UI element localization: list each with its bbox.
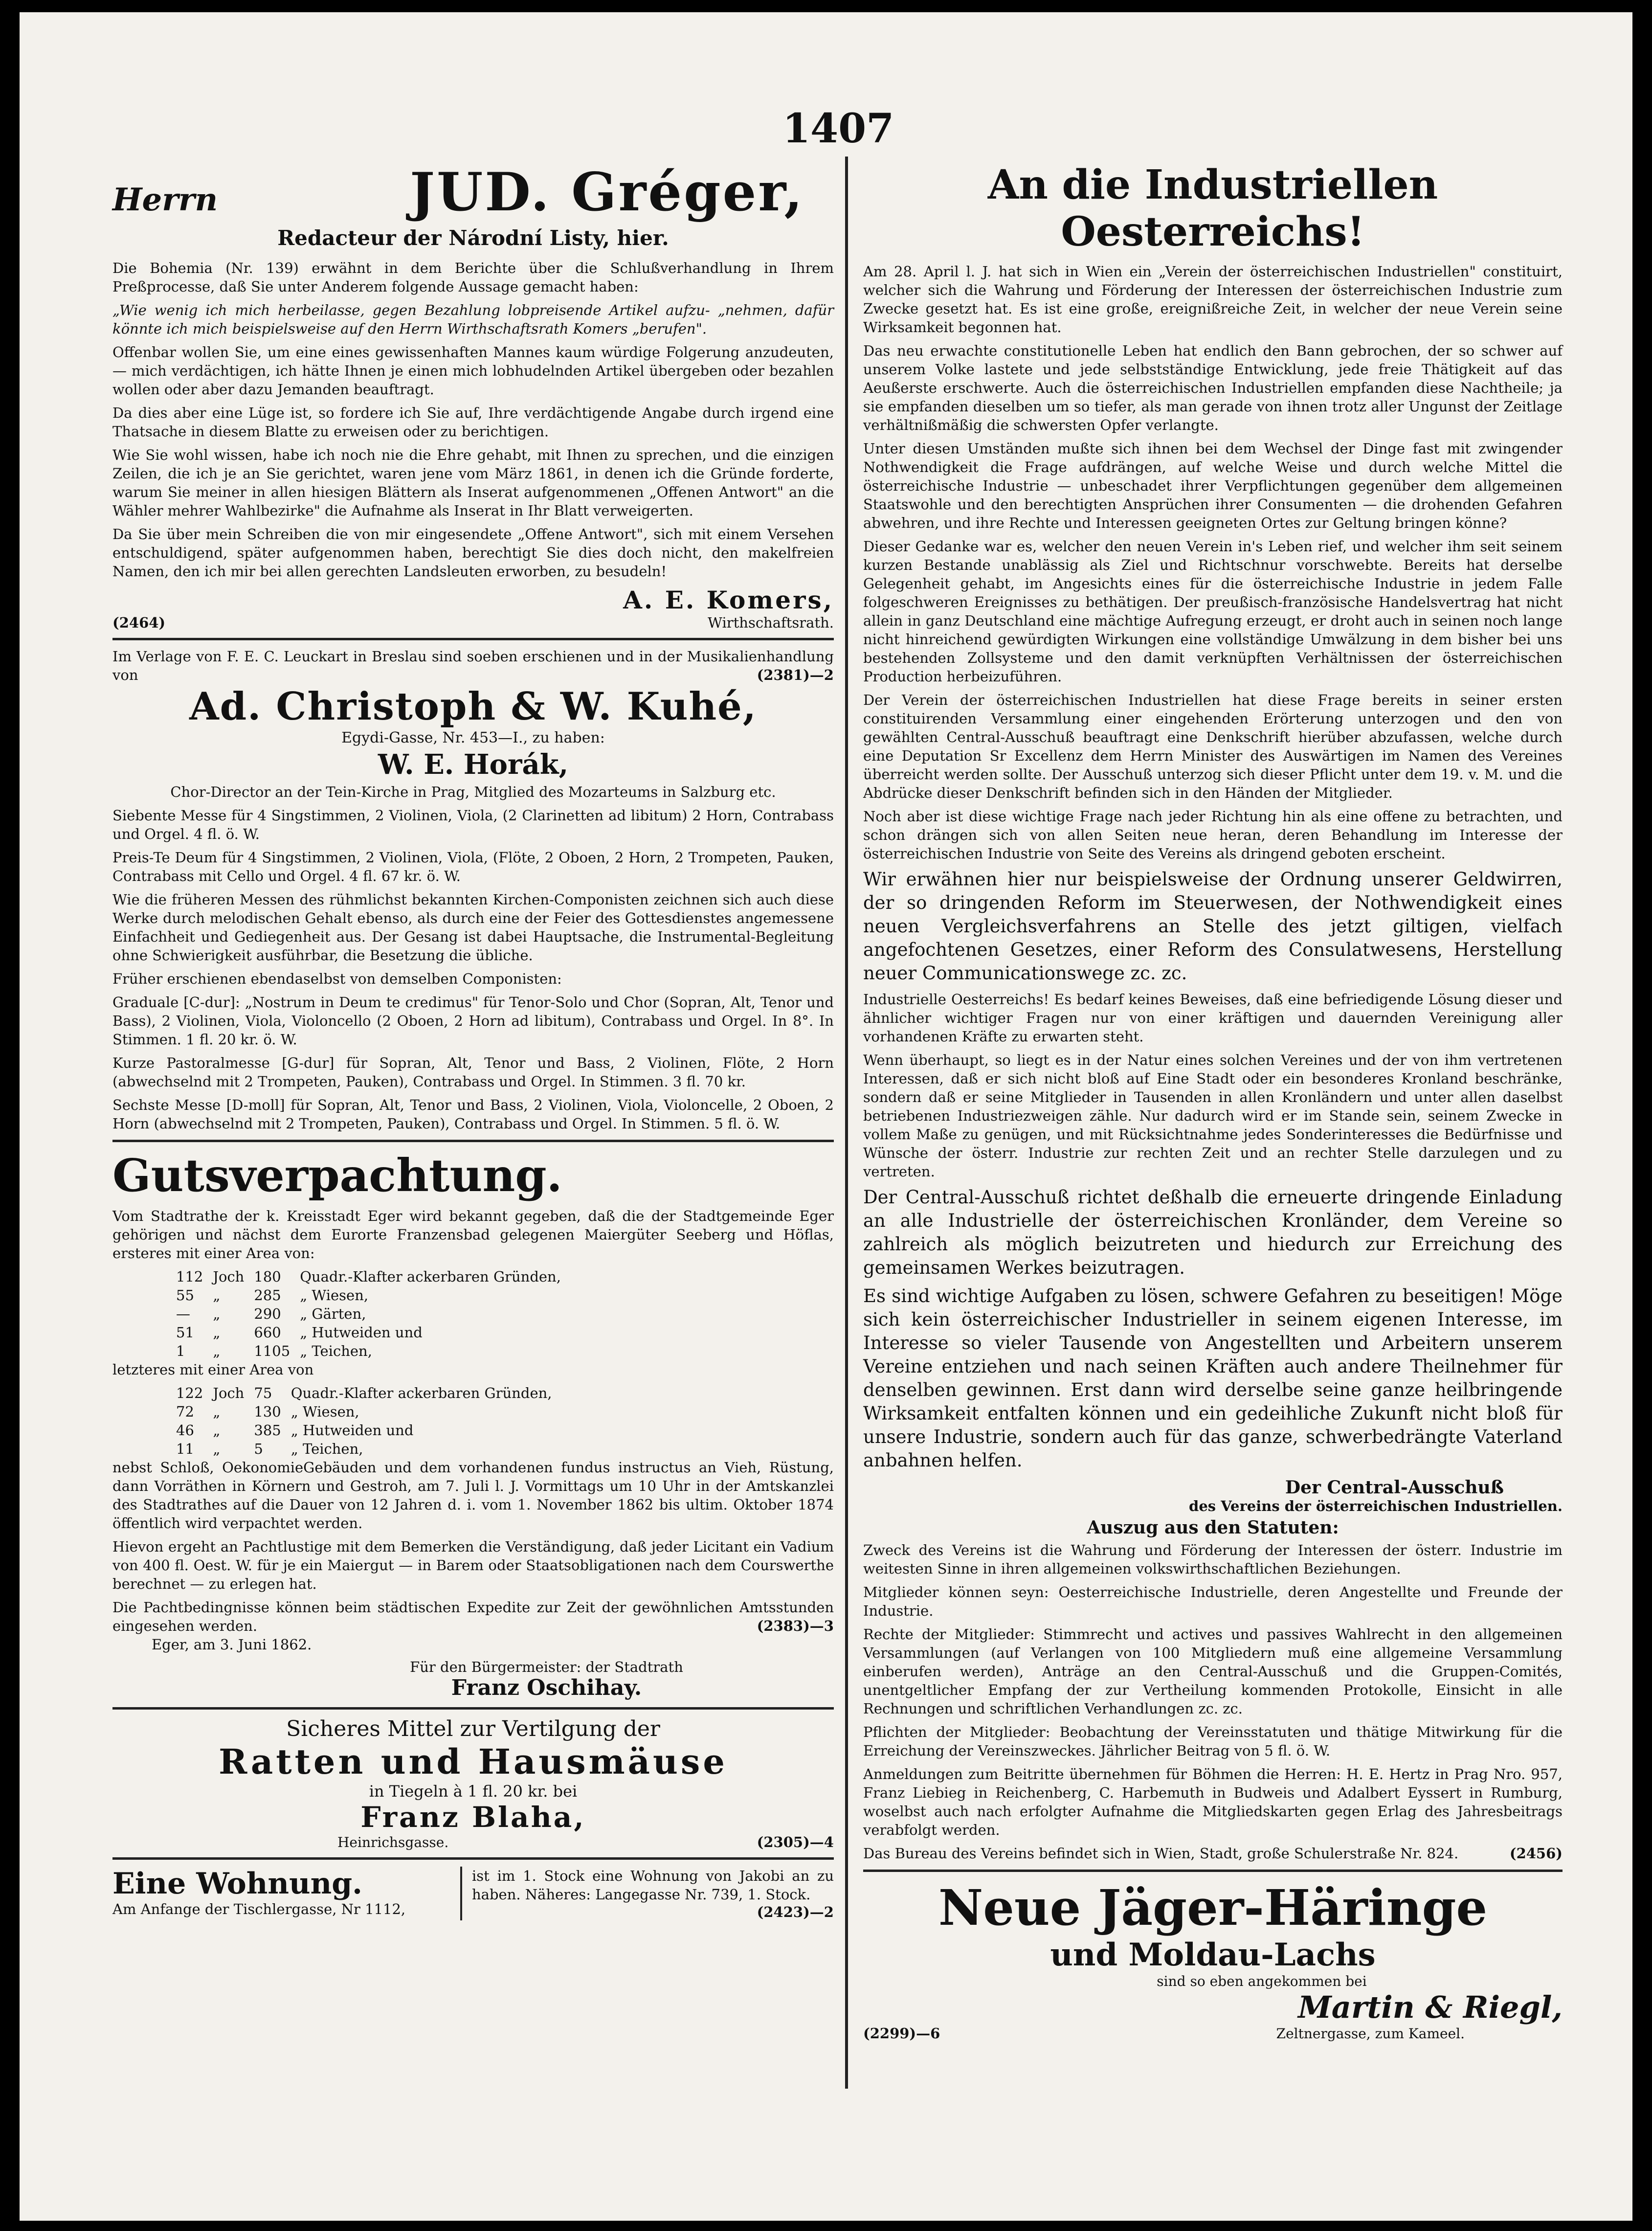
ad-headline: Ratten und Hausmäuse: [219, 1741, 728, 1782]
paragraph: Die Bohemia (Nr. 139) erwähnt in dem Berichte über die Schlußverhandlung in Ihrem Preßprocesse, daß Sie unter Anderem folgende Aussage gemacht haben:: [112, 260, 834, 295]
music-shop-name: Ad. Christoph & W. Kuhé,: [189, 684, 757, 729]
ad-reference: (2381)—2: [757, 667, 834, 683]
ad-reference: (2456): [1509, 1845, 1563, 1862]
paragraph: nebst Schloß, OekonomieGebäuden und dem vorhandenen fundus instructus an Vieh, Rüstung, dann Vorräthen in Körnern und Gestroh, am 7. Juli l. J. Vormittags um 10 Uhr in der Amtskanzlei des Stadtrathes auf die Dauer von 12 Jahren d. i. vom 1. November 1862 bis ultim. Oktober 1874 öffentlich wird verpachtet werden.: [112, 1459, 834, 1532]
ad-reference: (2423)—2: [757, 1904, 834, 1920]
table-row: 1 „ 1105 „ Teichen,: [176, 1343, 372, 1359]
statute: Anmeldungen zum Beitritte übernehmen für Böhmen die Herren: H. E. Hertz in Prag Nro. 957, Franz Liebieg in Reichenberg, C. Harbemuth in Budweis und Adalbert Eyssert in Rumburg, woselbst auch nach erfolgter Aufnahme die Mitgliedskarten gegen Erlag des Jahresbeitrags verabfolgt werden.: [863, 1766, 1563, 1838]
addressee-subtitle: Redacteur der Národní Listy, hier.: [277, 226, 669, 250]
signer: Der Central-Ausschuß: [1285, 1477, 1504, 1498]
seller-name: Franz Blaha,: [360, 1801, 586, 1834]
paragraph: Am 28. April l. J. hat sich in Wien ein „Verein der österreichischen Industriellen" constituirt, welcher sich die Wahrung und Förderung der Interessen der österreichischen Industrie zum Zwecke gesetzt hat. Es ist eine große, ereignißreiche Zeit, in welcher der neue Verein seine Wirksamkeit begonnen hat.: [863, 263, 1563, 336]
table-row: 46 „ 385 „ Hutweiden und: [176, 1422, 414, 1439]
work-item: Siebente Messe für 4 Singstimmen, 2 Violinen, Viola, (2 Clarinetten ad libitum) 2 Horn, Contrabass und Orgel. 4 fl. ö. W.: [112, 807, 834, 842]
address: Am Anfange der Tischlergasse, Nr 1112,: [112, 1901, 406, 1917]
separator: [112, 1140, 834, 1142]
for-mayor: Für den Bürgermeister: der Stadtrath: [410, 1659, 683, 1675]
table-row: 11 „ 5 „ Teichen,: [176, 1441, 363, 1457]
statute: Mitglieder können seyn: Oesterreichische Industrielle, deren Angestellte und Freunde der Industrie.: [863, 1584, 1563, 1619]
paragraph: Da Sie über mein Schreiben die von mir eingesendete „Offene Antwort", sich mit einem Versehen entschuldigend, später aufgenommen haben, berechtigt Sie dies doch nicht, den makelfreien Namen, den ich mir bei allen gerechten Landsleuten erworben, zu besudeln!: [112, 526, 834, 580]
ad-komers: [112, 161, 834, 631]
quotation: „Wie wenig ich mich herbeilasse, gegen Bezahlung lobpreisende Artikel aufzu- „nehmen, dafür könnte ich mich beispielsweise auf den Herrn Wirthschaftsrath Komers „berufen".: [112, 302, 834, 337]
ad-title: Eine Wohnung.: [112, 1867, 363, 1901]
shop-address: Egydi-Gasse, Nr. 453—I., zu haben:: [341, 729, 605, 746]
right-column: [863, 161, 1563, 2042]
ad-haeringe: [863, 1879, 1563, 2042]
separator: [863, 1870, 1563, 1872]
seller-name: Martin & Riegl,: [1298, 1989, 1563, 2025]
ad-wohnung: [112, 1867, 834, 1920]
salutation: Herrn: [112, 181, 218, 218]
signature: A. E. Komers,: [623, 586, 834, 614]
paragraph: Da dies aber eine Lüge ist, so fordere ich Sie auf, Ihre verdächtigende Angabe durch irgend eine Thatsache in diesem Blatte zu erweisen oder zu berichtigen.: [112, 405, 834, 440]
ad-horak: [112, 647, 834, 1133]
place-date: Eger, am 3. Juni 1862.: [152, 1636, 312, 1653]
table-row: 112 Joch 180 Quadr.-Klafter ackerbaren Gründen,: [176, 1268, 561, 1285]
paragraph: Der Verein der österreichischen Industriellen hat diese Frage bereits in seiner ersten constituirenden Versammlung einer eingehenden Erörterung unterzogen und den von gewählten Central-Ausschuß beauftragt eine Denkschrift hierüber abzufassen, welche durch eine Deputation Sr Excellenz dem Herrn Minister des Auswärtigen im Namen des Vereines überreicht werden sollte. Der Ausschuß unterzog sich dieser Pflicht unter dem 19. v. M. und die Abdrücke dieser Denkschrift befinden sich in den Händen der Mitglieder.: [863, 692, 1563, 801]
statute: Rechte der Mitglieder: Stimmrecht und actives und passives Wahlrecht in den allgemeinen Versammlungen (auf Verlangen von 100 Mitgliedern muß eine allgemeine Versammlung einberufen werden), Anträge an den Central-Ausschuß und die Gruppen-Comités, unentgeltlicher Empfang der zur Vertheilung kommenden Protokolle, Einsicht in alle Rechnungen und schriftlichen Verhandlungen zc. zc.: [863, 1626, 1563, 1717]
ad-reference: (2299)—6: [863, 2025, 940, 2042]
separator: [112, 638, 834, 640]
table-row: 55 „ 285 „ Wiesen,: [176, 1287, 369, 1304]
ad-line: in Tiegeln à 1 fl. 20 kr. bei: [369, 1782, 578, 1801]
paragraph: Die Pachtbedingnisse können beim städtischen Expedite zur Zeit der gewöhnlichen Amtsstunden eingesehen werden. (2383)—3: [112, 1599, 834, 1634]
separator: [112, 1857, 834, 1860]
composer-title: Chor-Director an der Tein-Kirche in Prag, Mitglied des Mozarteums in Salzburg etc.: [170, 784, 776, 800]
paragraph: Industrielle Oesterreichs! Es bedarf keines Beweises, daß eine befriedigende Lösung dieser und ähnlicher wichtiger Fragen nur von einer kräftigen und dauernden Vereinigung aller vorhandenen Kräfte zu erwarten steht.: [863, 991, 1563, 1045]
paragraph: Noch aber ist diese wichtige Frage nach jeder Richtung hin als eine offene zu betrachten, und schon drängen sich von allen Seiten neue heran, deren Behandlung im Interesse der österreichischen Industrie von Seite des Vereins als dringend geboten erscheint.: [863, 808, 1563, 862]
separator: [112, 1707, 834, 1710]
table-row: — „ 290 „ Gärten,: [176, 1306, 366, 1322]
ad-reference: (2383)—3: [757, 1618, 834, 1634]
signer-org: des Vereins der österreichischen Industriellen.: [1189, 1498, 1563, 1514]
paragraph: Der Central-Ausschuß richtet deßhalb die erneuerte dringende Einladung an alle Industrielle der österreichischen Kronländer, dem Vereine so zahlreich als möglich beizutreten und hiedurch zur Erreichung des gemeinsamen Werkes beizutragen.: [863, 1187, 1563, 1278]
paragraph: Wie die früheren Messen des rühmlichst bekannten Kirchen-Componisten zeichnen sich auch diese Werke durch melodischen Gehalt ebenso, als durch eine der Feier des Gottesdienstes angemessene Einfachheit und Gediegenheit aus. Der Gesang ist dabei Hauptsache, die Instrumental-Begleitung ohne Schwierigkeit ausführbar, die Besetzung die übliche.: [112, 891, 834, 964]
ad-title: Gutsverpachtung.: [112, 1149, 562, 1202]
ad-reference: (2464): [112, 614, 166, 631]
paragraph: Früher erschienen ebendaselbst von demselben Componisten:: [112, 970, 562, 987]
ad-gutsverpachtung: [112, 1149, 834, 1700]
paragraph: Das neu erwachte constitutionelle Leben hat endlich den Bann gebrochen, der so schwer auf unserem Volke lastete und jede selbstständige Entwicklung, jede freie Thätigkeit auf das Aeußerste erschwerte. Auch die österreichischen Industriellen empfanden diese Nachtheile; ja sie empfanden dieselben um so tiefer, als man gerade von ihnen trotz aller Ungunst der Zeitlage verhältnißmäßig die schwersten Opfer verlangte.: [863, 342, 1563, 433]
ad-title: An die Industriellen Oesterreichs!: [987, 161, 1438, 255]
work-item: Graduale [C-dur]: „Nostrum in Deum te credimus" für Tenor-Solo und Chor (Sopran, Alt, Tenor und Bass), 2 Violinen, Viola, Violoncello (2 Oboen, 2 Horn ad libitum), Contrabass und Orgel. In 8°. In Stimmen. 1 fl. 20 kr. ö. W.: [112, 994, 834, 1048]
area-table-hoeflas: [171, 1384, 557, 1458]
excerpt-title: Auszug aus den Statuten:: [1087, 1517, 1339, 1538]
left-column: [112, 161, 834, 1920]
signature: Franz Oschihay.: [451, 1675, 642, 1700]
composer-name: W. E. Horák,: [378, 748, 569, 781]
table-row: 72 „ 130 „ Wiesen,: [176, 1403, 359, 1420]
seller-address: Zeltnergasse, zum Kameel.: [1276, 2026, 1465, 2042]
intro-text: Im Verlage von F. E. C. Leuckart in Breslau sind soeben erschienen und in der Musikalienhandlung von: [112, 648, 834, 683]
seller-street: Heinrichsgasse.: [337, 1834, 449, 1850]
paragraph: Unter diesen Umständen mußte sich ihnen bei dem Wechsel der Dinge fast mit zwingender Nothwendigkeit die Frage aufdrängen, auf welche Weise und durch welche Mittel die österreichische Industrie — unbeschadet ihrer Verpflichtungen gegenüber dem allgemeinen Staatswohle und den berechtigten Ansprüchen ihrer Consumenten — die drohenden Gefahren abwehren, und ihre Rechte und Interessen geeigneten Ortes zur Geltung bringen könne?: [863, 440, 1563, 531]
table-row: 122 Joch 75 Quadr.-Klafter ackerbaren Gründen,: [176, 1385, 552, 1401]
divider: [460, 1867, 462, 1920]
ad-line: Sicheres Mittel zur Vertilgung der: [286, 1716, 660, 1741]
paragraph: Es sind wichtige Aufgaben zu lösen, schwere Gefahren zu beseitigen! Möge sich kein österreichischer Industrieller in seinem eigenen Interesse, im Interesse so vieler Tausende von Angestellten und Arbeitern unserem Vereine entziehen und nach seinen Kräften auch andere Theilnehmer für denselben gewinnen. Erst dann wird derselbe seine ganze heilbringende Wirksamkeit entfalten können und ein gedeihliche Zukunft nicht bloß für unsere Industrie, sondern auch für das ganze, schwerbedrängte Vaterland anbahnen helfen.: [863, 1285, 1563, 1471]
table-row: 51 „ 660 „ Hutweiden und: [176, 1324, 423, 1341]
page-number: 1407: [782, 105, 894, 152]
ad-headline: Neue Jäger-Häringe: [938, 1879, 1488, 1937]
work-item: Kurze Pastoralmesse [G-dur] für Sopran, Alt, Tenor und Bass, 2 Violinen, Flöte, 2 Horn (abwechselnd mit 2 Trompeten, Pauken), Contrabass und Orgel. In Stimmen. 3 fl. 70 kr.: [112, 1055, 834, 1090]
statute: Pflichten der Mitglieder: Beobachtung der Vereinsstatuten und thätige Mitwirkung für die Erreichung der Vereinszweckes. Jährlicher Beitrag von 5 fl. ö. W.: [863, 1724, 1563, 1759]
paragraph: Hievon ergeht an Pachtlustige mit dem Bemerken die Verständigung, daß jeder Licitant ein Vadium von 400 fl. Oest. W. für je ein Maiergut — in Barem oder Staatsobligationen nach dem Courswerthe berechnet — zu erlegen hat.: [112, 1538, 834, 1592]
work-item: Preis-Te Deum für 4 Singstimmen, 2 Violinen, Viola, (Flöte, 2 Oboen, 2 Horn, 2 Trompeten, Pauken, Contrabass mit Cello und Orgel. 4 fl. 67 kr. ö. W.: [112, 849, 834, 884]
paragraph: Wenn überhaupt, so liegt es in der Natur eines solchen Vereines und der von ihm vertretenen Interessen, daß er sich nicht bloß auf Eine Stadt oder ein besonderes Kronland beschränke, sondern daß er seine Mitglieder in Tausenden in allen Kronländern und unter allen daselbst betriebenen Industriezweigen zähle. Nur dadurch wird er im Stande sein, seinem Zwecke in vollem Maße zu genügen, und mit Rücksichtnahme jedes Sonderinteresses die Bedürfnisse und Wünsche der österr. Industrie zur rechten Zeit und an rechter Stelle darzulegen und zu vertreten.: [863, 1052, 1563, 1180]
paragraph: Dieser Gedanke war es, welcher den neuen Verein in's Leben rief, und welcher ihm seit seinem kurzen Bestande unablässig als Ziel und Richtschnur vorschwebte. Bereits hat derselbe Gelegenheit gehabt, im Angesichts eines für die österreichische Industrie in jedem Falle folgeschweren Ereignisses zu bethätigen. Der preußisch-französische Handelsvertrag hat nicht allein in ganz Deutschland eine mächtige Aufregung erzeugt, er droht auch in seinen noch lange nicht hinreichend gewürdigten Wirkungen eine vollständige Umwälzung in dem bisher bei uns bestehenden Zollsysteme und den damit verknüpften Verhältnissen der österreichischen Production herbeizuführen.: [863, 538, 1563, 685]
paragraph: letzteres mit einer Area von: [112, 1361, 314, 1378]
ad-line: sind so eben angekommen bei: [1157, 1973, 1367, 1989]
signature-title: Wirthschaftsrath.: [708, 614, 834, 631]
statute: Das Bureau des Vereins befindet sich in Wien, Stadt, große Schulerstraße Nr. 824. (2456): [863, 1845, 1563, 1862]
ad-subheadline: und Moldau-Lachs: [1050, 1937, 1376, 1973]
paragraph: Vom Stadtrathe der k. Kreisstadt Eger wird bekannt gegeben, daß die der Stadtgemeinde Eger gehörigen und nächst dem Eurorte Franzensbad gelegenen Maiergüter Seeberg und Höflas, ersteres mit einer Area von:: [112, 1208, 834, 1262]
area-table-seeberg: [171, 1267, 566, 1360]
paragraph: ist im 1. Stock eine Wohnung von Jakobi an zu haben. Näheres: Langegasse Nr. 739, 1. Stock.: [472, 1868, 834, 1903]
ad-reference: (2305)—4: [757, 1834, 834, 1850]
column-divider: [845, 157, 848, 2089]
addressee-name: JUD. Gréger,: [409, 161, 804, 223]
ad-rat-poison: [112, 1716, 834, 1850]
paragraph: Wie Sie wohl wissen, habe ich noch nie die Ehre gehabt, mit Ihnen zu sprechen, und die einzigen Zeilen, die ich je an Sie gerichtet, waren jene vom März 1861, in denen ich die Gründe forderte, warum Sie meiner in allen hiesigen Blättern als Inserat aufgenommenen „Offenen Antwort" an die Wähler mehrer Wahlbezirke" die Aufnahme als Inserat in Ihr Blatt verweigerten.: [112, 447, 834, 519]
statute: Zweck des Vereins ist die Wahrung und Förderung der Interessen der österr. Industrie im weitesten Sinne in ihren allgemeinen volkswirthschaftlichen Beziehungen.: [863, 1542, 1563, 1577]
work-item: Sechste Messe [D-moll] für Sopran, Alt, Tenor und Bass, 2 Violinen, Viola, Violoncelle, 2 Oboen, 2 Horn (abwechselnd mit 2 Trompeten, Pauken), Contrabass und Orgel. In Stimmen. 5 fl. ö. W.: [112, 1097, 834, 1132]
ad-industriellen: [863, 161, 1563, 1863]
paragraph: Offenbar wollen Sie, um eine eines gewissenhaften Mannes kaum würdige Folgerung anzudeuten, — mich verdächtigen, ich hätte Ihnen je einen mich lobhudelnden Artikel übergeben oder bezahlen wollen oder aber dazu Jemanden beauftragt.: [112, 344, 834, 398]
paragraph: Wir erwähnen hier nur beispielsweise der Ordnung unserer Geldwirren, der so dringenden Reform im Steuerwesen, der Nothwendigkeit eines neuen Vergleichsverfahrens an Stelle des jetzt giltigen, vielfach angefochtenen Gesetzes, einer Reform des Consulatwesens, Herstellung neuer Communicationswege zc. zc.: [863, 869, 1563, 984]
publisher-intro: [112, 647, 834, 684]
